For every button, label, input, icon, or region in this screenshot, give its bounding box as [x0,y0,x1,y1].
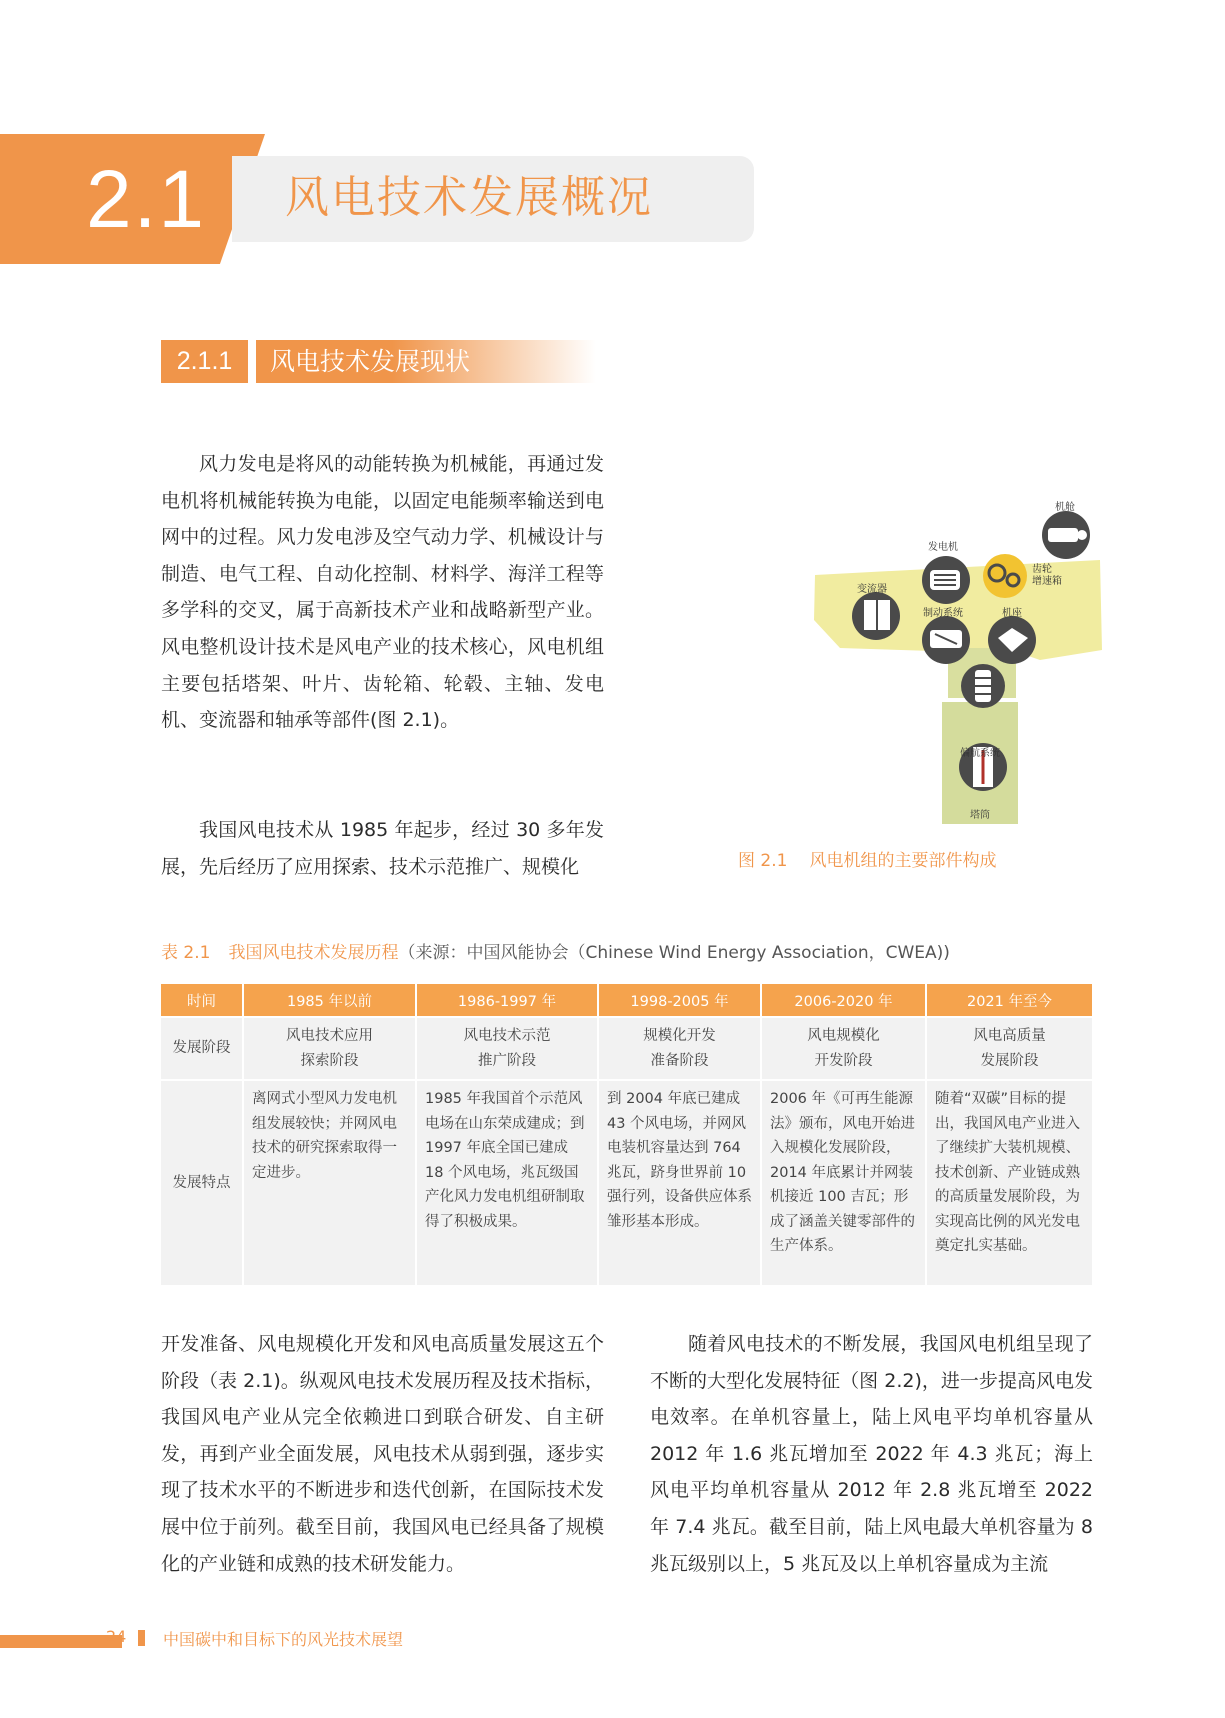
table-header-cell: 时间 [161,984,243,1017]
paragraph-scale-up: 随着风电技术的不断发展，我国风电机组呈现了不断的大型化发展特征（图 2.2)，进一步提高风电发电效率。在单机容量上，陆上风电平均单机容量从 2012 年 1.6 兆瓦增加至 2022 年 4.3 兆瓦；海上风电平均单机容量从 2012 年 2.8 兆瓦增至 2022 年 7.4 兆瓦。截至目前，陆上风电最大单机容量为 8 兆瓦级别以上，5 兆瓦及以上单机容量成为主流 [650,1333,1093,1575]
figure-caption [738,846,1018,871]
stage-cell: 风电技术应用 探索阶段 [243,1017,416,1080]
label-converter: 变流器 [857,584,887,595]
page-number: 24 [106,1627,127,1646]
table-caption-title: 我国风电技术发展历程 [228,943,399,963]
feature-cell: 2006 年《可再生能源法》颁布，风电开始进入规模化发展阶段，2014 年底累计并网装机接近 100 吉瓦；形成了涵盖关键零部件的生产体系。 [761,1080,926,1285]
label-brake: 制动系统 [923,608,963,619]
stage-cell: 风电高质量 发展阶段 [926,1017,1093,1080]
feature-cell: 离网式小型风力发电机组发展较快；并网风电技术的研究探索取得一定进步。 [243,1080,416,1285]
paragraph-stages: 开发准备、风电规模化开发和风电高质量发展这五个阶段（表 2.1)。纵观风电技术发展历程及技术指标，我国风电产业从完全依赖进口到联合研发、自主研发，再到产业全面发展，风电技术从弱到强，逐步实现了技术水平的不断进步和迭代创新，在国际技术发展中位于前列。截至目前，我国风电已经具备了规模化的产业链和成熟的技术研发能力。 [161,1333,604,1575]
table-header-cell: 1986-1997 年 [416,984,598,1017]
gear-icon [983,554,1027,598]
table-header-row [161,984,1093,1017]
label-gearbox: 齿轮 增速箱 [1032,564,1062,587]
label-yaw: 偏航系统 [960,748,1000,759]
table-caption-source: （来源：中国风能协会（Chinese Wind Energy Association，CWEA)) [398,943,950,963]
label-nacelle: 机舱 [1055,502,1075,513]
table-header-cell: 2021 年至今 [926,984,1093,1017]
yaw-icon [961,664,1005,708]
label-generator: 发电机 [928,542,958,553]
wind-history-table [161,984,1094,1285]
chapter-number: 2.1 [86,154,206,245]
table-caption [161,938,950,963]
stage-cell: 风电规模化 开发阶段 [761,1017,926,1080]
stage-cell: 规模化开发 准备阶段 [598,1017,761,1080]
label-base: 机座 [1002,608,1022,619]
footer-bar [0,1635,122,1648]
table-header-cell: 2006-2020 年 [761,984,926,1017]
label-tower: 塔筒 [970,810,990,821]
nacelle-icon [1042,511,1090,559]
section-title: 风电技术发展现状 [256,340,596,383]
section-number: 2.1.1 [161,340,248,383]
table-header-cell: 1985 年以前 [243,984,416,1017]
feature-cell: 随着“双碳”目标的提出，我国风电产业进入了继续扩大装机规模、技术创新、产业链成熟的高质量发展阶段，为实现高比例的风光发电奠定扎实基础。 [926,1080,1093,1285]
table-header-cell: 1998-2005 年 [598,984,761,1017]
figure-caption-number: 图 2.1 [738,851,788,871]
paragraph-intro: 风力发电是将风的动能转换为机械能，再通过发电机将机械能转换为电能，以固定电能频率输送到电网中的过程。风力发电涉及空气动力学、机械设计与制造、电气工程、自动化控制、材料学、海洋工程等多学科的交叉，属于高新技术产业和战略新型产业。风电整机设计技术是风电产业的技术核心，风电机组主要包括塔架、叶片、齿轮箱、轮毂、主轴、发电机、变流器和轴承等部件(图 2.1)。 [161,453,604,732]
brake-icon [922,616,970,664]
generator-icon [922,556,970,604]
turbine-diagram [800,480,1120,830]
footer-title: 中国碳中和目标下的风光技术展望 [163,1630,404,1649]
row-label-stage: 发展阶段 [161,1017,243,1080]
table-row-features [161,1080,1093,1285]
stage-cell: 风电技术示范 推广阶段 [416,1017,598,1080]
paragraph-history: 我国风电技术从 1985 年起步，经过 30 多年发展，先后经历了应用探索、技术示范推广、规模化 [161,819,604,878]
chapter-title: 风电技术发展概况 [285,172,653,223]
converter-icon [852,592,900,640]
turbine-components-figure [800,480,1120,830]
feature-cell: 1985 年我国首个示范风电场在山东荣成建成；到 1997 年底全国已建成 18 个风电场，兆瓦级国产化风力发电机组研制取得了积极成果。 [416,1080,598,1285]
table-caption-number: 表 2.1 [161,943,211,963]
table-row-stage [161,1017,1093,1080]
footer-marker [138,1630,145,1646]
figure-caption-text: 风电机组的主要部件构成 [809,851,997,871]
row-label-features: 发展特点 [161,1080,243,1285]
feature-cell: 到 2004 年底已建成 43 个风电场，并网风电装机容量达到 764 兆瓦，跻身世界前 10 强行列，设备供应体系雏形基本形成。 [598,1080,761,1285]
base-icon [988,616,1036,664]
